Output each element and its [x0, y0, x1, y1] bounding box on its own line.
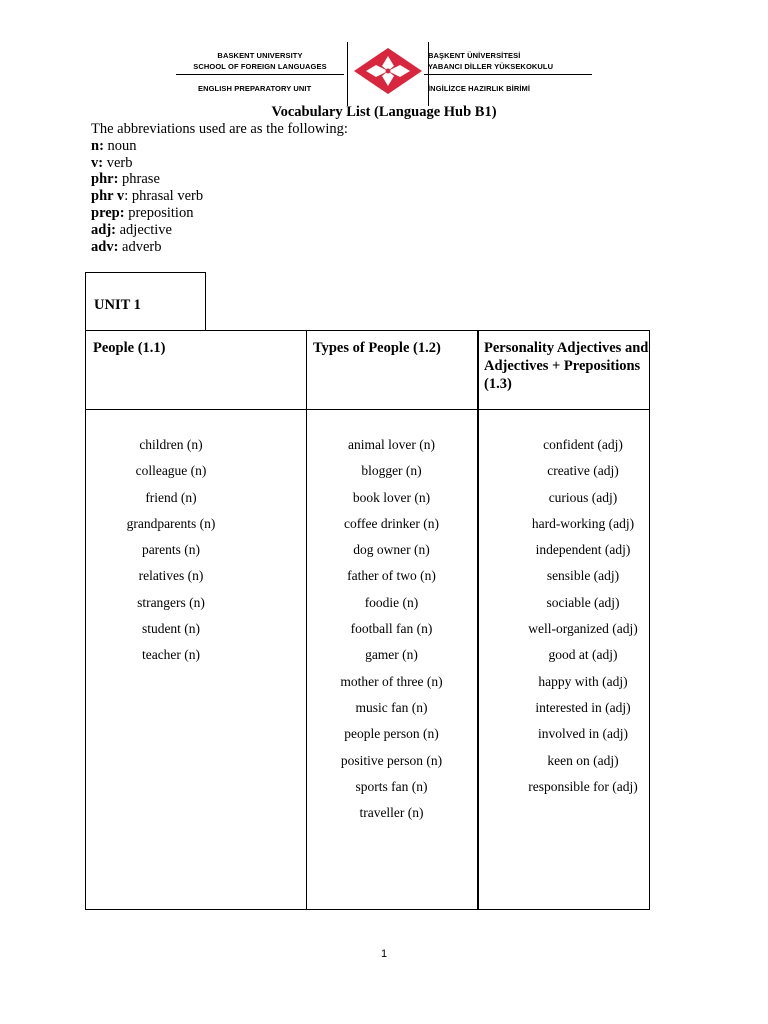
header-unit-en: ENGLISH PREPARATORY UNIT [198, 84, 312, 93]
personality-adjectives-word-list [479, 435, 687, 803]
vocabulary-item: positive person (n) [340, 752, 443, 768]
vocabulary-item: teacher (n) [141, 647, 201, 663]
abbreviation-meaning: adjective [115, 221, 172, 238]
vocabulary-item: animal lover (n) [348, 437, 435, 452]
page-number: 1 [380, 948, 388, 960]
header-divider-right [424, 74, 592, 75]
header-english-name [180, 50, 340, 72]
vocabulary-item: interested in (adj) [535, 699, 631, 715]
vocabulary-item: responsible for (adj) [528, 778, 638, 794]
column-header-types-of-people: Types of People (1.2) [313, 340, 441, 356]
header-school-en: SCHOOL OF FOREIGN LANGUAGES [193, 62, 327, 71]
abbreviation-meaning: noun [103, 137, 137, 154]
vocabulary-item: grandparents (n) [126, 515, 216, 531]
vocabulary-item: strangers (n) [137, 594, 205, 610]
vocabulary-item: father of two (n) [347, 568, 436, 584]
abbreviation-row [91, 171, 348, 188]
vocabulary-item: mother of three (n) [340, 673, 443, 689]
vocabulary-item: traveller (n) [359, 805, 424, 821]
header-university-tr: BAŞKENT ÜNİVERSİTESİ [428, 51, 521, 60]
header-school-tr: YABANCI DİLLER YÜKSEKOKULU [428, 62, 554, 71]
vocabulary-item: keen on (adj) [547, 752, 619, 768]
abbreviation-row [91, 138, 348, 155]
vocabulary-item: sports fan (n) [355, 778, 428, 794]
vocabulary-item: coffee drinker (n) [344, 515, 439, 531]
abbreviation-row [91, 155, 348, 172]
document-title: Vocabulary List (Language Hub B1) [271, 104, 497, 120]
column-header-people: People (1.1) [93, 340, 166, 356]
abbreviation-code: phr v [91, 188, 125, 205]
vocabulary-item: good at (adj) [548, 647, 618, 663]
abbreviation-row [91, 205, 348, 222]
abbreviation-row [91, 188, 348, 205]
abbreviation-meaning: : phrasal verb [124, 188, 204, 205]
vocabulary-item: confident (adj) [543, 437, 623, 452]
abbreviations-list [91, 121, 348, 255]
header-unit-tr: İNGİLİZCE HAZIRLIK BİRİMİ [428, 84, 531, 93]
header-turkish-name [428, 50, 598, 72]
university-logo-icon [352, 46, 424, 96]
abbreviation-meaning: adverb [118, 238, 162, 255]
abbreviation-code: n: [91, 137, 104, 154]
vocabulary-item: parents (n) [141, 542, 201, 558]
abbreviation-meaning: phrase [118, 171, 160, 188]
institution-header [176, 42, 592, 106]
abbreviation-meaning: preposition [124, 204, 194, 221]
vocabulary-item: independent (adj) [535, 542, 631, 558]
unit-heading-box [85, 272, 206, 331]
unit-label: UNIT 1 [94, 297, 141, 313]
vocabulary-item: hard-working (adj) [531, 515, 635, 531]
vocabulary-item: blogger (n) [361, 463, 422, 479]
abbreviations-intro: The abbreviations used are as the following: [91, 121, 348, 137]
vocabulary-item: creative (adj) [547, 463, 619, 479]
abbreviation-row [91, 222, 348, 239]
vocabulary-item: curious (adj) [548, 489, 618, 505]
vocabulary-item: music fan (n) [355, 699, 428, 715]
people-word-list [86, 435, 256, 672]
vocabulary-item: happy with (adj) [538, 673, 628, 689]
types-of-people-word-list [306, 435, 477, 829]
header-university-en: BASKENT UNIVERSITY [217, 51, 303, 60]
abbreviation-meaning: verb [103, 154, 133, 171]
abbreviation-code: prep: [91, 204, 125, 221]
vocabulary-item: foodie (n) [364, 594, 419, 610]
header-divider-left [176, 74, 344, 75]
vocabulary-item: student (n) [141, 621, 201, 637]
vocabulary-item: football fan (n) [350, 621, 433, 637]
vocabulary-item: relatives (n) [138, 568, 204, 584]
vocabulary-item: book lover (n) [352, 489, 431, 505]
vocabulary-item: colleague (n) [135, 463, 207, 479]
header-vertical-rule-left [347, 42, 348, 106]
abbreviation-code: adj: [91, 221, 116, 238]
vocabulary-item: well-organized (adj) [528, 621, 638, 637]
vocabulary-item: friend (n) [145, 489, 197, 505]
abbreviation-code: phr: [91, 171, 119, 188]
vocabulary-item: people person (n) [344, 726, 439, 742]
vocabulary-item: gamer (n) [365, 647, 418, 663]
vocabulary-item: children (n) [139, 437, 203, 452]
abbreviation-code: adv: [91, 238, 119, 255]
vocabulary-item: involved in (adj) [538, 726, 628, 742]
header-row-divider [86, 409, 649, 410]
vocabulary-item: dog owner (n) [353, 542, 430, 558]
vocabulary-table [85, 330, 650, 910]
vocabulary-item: sensible (adj) [546, 568, 620, 584]
abbreviation-code: v: [91, 154, 104, 171]
abbreviation-row [91, 239, 348, 256]
vocabulary-item: sociable (adj) [546, 594, 620, 610]
column-header-personality-adjectives: Personality Adjectives and Adjectives + Prepositions (1.3) [484, 340, 649, 392]
